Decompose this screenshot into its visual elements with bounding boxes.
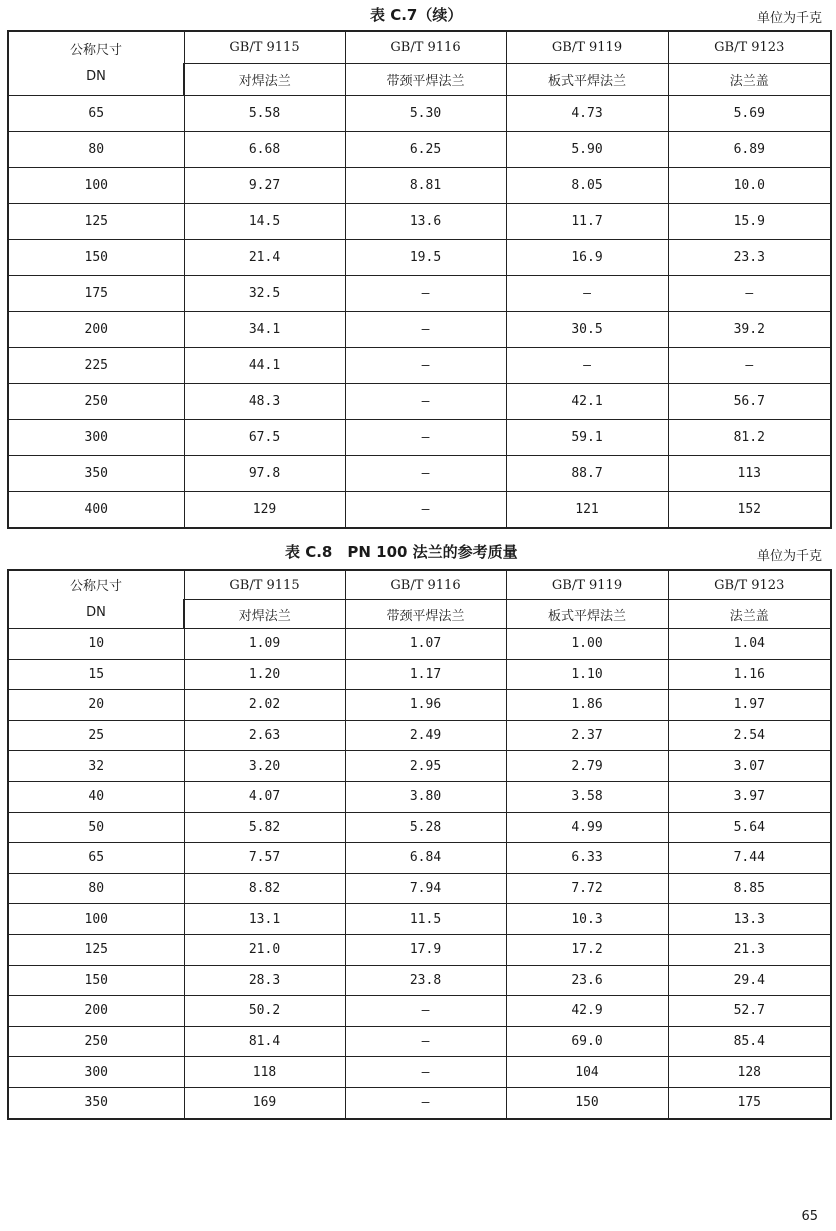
table-cell: 6.25: [345, 132, 506, 168]
table-cell: 350: [8, 1087, 184, 1118]
table-cell: 300: [8, 1057, 184, 1088]
table-row: [8, 492, 831, 529]
table-cell: 1.00: [506, 629, 668, 660]
table-cell: —: [345, 312, 506, 348]
table-cell: 81.4: [184, 1026, 345, 1057]
table-row: [8, 996, 831, 1027]
table-row: [8, 1026, 831, 1057]
header-flange-type: 带颈平焊法兰: [345, 64, 506, 96]
table-cell: 250: [8, 384, 184, 420]
table-cell: 28.3: [184, 965, 345, 996]
table-cell: —: [506, 276, 668, 312]
weights-table: [7, 30, 832, 529]
table-cell: 2.54: [668, 720, 831, 751]
table-cell: 121: [506, 492, 668, 529]
header-standard: GB/T 9119: [506, 570, 668, 600]
table-cell: 13.3: [668, 904, 831, 935]
header-flange-type: 对焊法兰: [184, 64, 345, 96]
header-standard: GB/T 9116: [345, 31, 506, 64]
table-cell: 67.5: [184, 420, 345, 456]
table-row: [8, 720, 831, 751]
table-cell: —: [668, 348, 831, 384]
header-flange-type: 法兰盖: [668, 600, 831, 629]
table-cell: 32.5: [184, 276, 345, 312]
table-cell: 13.6: [345, 204, 506, 240]
table-cell: 23.8: [345, 965, 506, 996]
table-cell: 104: [506, 1057, 668, 1088]
table-cell: 350: [8, 456, 184, 492]
table-cell: 113: [668, 456, 831, 492]
table-cell: 15.9: [668, 204, 831, 240]
header-standard: GB/T 9119: [506, 31, 668, 64]
table-cell: 4.99: [506, 812, 668, 843]
table-cell: 42.1: [506, 384, 668, 420]
table-cell: 6.33: [506, 843, 668, 874]
table-cell: 5.28: [345, 812, 506, 843]
table-cell: 21.3: [668, 934, 831, 965]
table-row: [8, 456, 831, 492]
table-cell: 5.69: [668, 96, 831, 132]
table-cell: 19.5: [345, 240, 506, 276]
table-cell: 100: [8, 904, 184, 935]
header-dn: DN: [86, 604, 106, 620]
table-cell: 3.58: [506, 781, 668, 812]
table-row: [8, 204, 831, 240]
table-cell: 21.4: [184, 240, 345, 276]
table-cell: 80: [8, 132, 184, 168]
table-cell: 17.2: [506, 934, 668, 965]
table-cell: 32: [8, 751, 184, 782]
unit-label: 单位为千克: [756, 11, 822, 26]
table-row: [8, 1087, 831, 1118]
table-row: [8, 348, 831, 384]
table-row: [8, 843, 831, 874]
table-cell: 3.80: [345, 781, 506, 812]
table-cell: 5.82: [184, 812, 345, 843]
table-cell: 20: [8, 690, 184, 721]
table-cell: 29.4: [668, 965, 831, 996]
table-cell: 1.16: [668, 659, 831, 690]
table-cell: 400: [8, 492, 184, 529]
table-cell: 200: [8, 996, 184, 1027]
table-cell: 23.6: [506, 965, 668, 996]
table-cell: —: [345, 420, 506, 456]
table-cell: 175: [668, 1087, 831, 1118]
table-cell: 1.86: [506, 690, 668, 721]
table-cell: 97.8: [184, 456, 345, 492]
table-cell: 14.5: [184, 204, 345, 240]
table-cell: —: [345, 1087, 506, 1118]
header-flange-type: 对焊法兰: [184, 600, 345, 629]
weights-table: [7, 569, 832, 1120]
table-cell: —: [345, 456, 506, 492]
table-cell: 5.64: [668, 812, 831, 843]
table-cell: —: [345, 1026, 506, 1057]
table-cell: 3.20: [184, 751, 345, 782]
table-cell: —: [345, 348, 506, 384]
header-size-label: 公称尺寸: [69, 42, 122, 58]
table-cell: 3.97: [668, 781, 831, 812]
table-cell: 81.2: [668, 420, 831, 456]
table-cell: 152: [668, 492, 831, 529]
table-cell: 50.2: [184, 996, 345, 1027]
table-cell: 1.96: [345, 690, 506, 721]
table-row: [8, 96, 831, 132]
table-cell: 21.0: [184, 934, 345, 965]
table-row: [8, 168, 831, 204]
table-row: [8, 629, 831, 660]
table-cell: 169: [184, 1087, 345, 1118]
table-cell: 1.07: [345, 629, 506, 660]
table-cell: —: [345, 996, 506, 1027]
table-row: [8, 132, 831, 168]
header-flange-type: 法兰盖: [668, 64, 831, 96]
table-cell: 150: [8, 240, 184, 276]
table-row: [8, 276, 831, 312]
table-cell: 1.09: [184, 629, 345, 660]
table-cell: 128: [668, 1057, 831, 1088]
header-standard: GB/T 9116: [345, 570, 506, 600]
header-flange-type: 带颈平焊法兰: [345, 600, 506, 629]
table-cell: 65: [8, 843, 184, 874]
header-dn: DN: [86, 68, 106, 84]
page-number: 65: [801, 1209, 818, 1224]
table-cell: —: [345, 1057, 506, 1088]
table-cell: 5.30: [345, 96, 506, 132]
table-row: [8, 659, 831, 690]
table-cell: 6.84: [345, 843, 506, 874]
header-flange-type: 板式平焊法兰: [506, 600, 668, 629]
header-flange-type: 板式平焊法兰: [506, 64, 668, 96]
table-cell: 2.37: [506, 720, 668, 751]
table-cell: 65: [8, 96, 184, 132]
table-row: [8, 384, 831, 420]
table-row: [8, 873, 831, 904]
table-cell: 85.4: [668, 1026, 831, 1057]
table-cell: —: [345, 492, 506, 529]
table-cell: 7.44: [668, 843, 831, 874]
table-cell: 5.90: [506, 132, 668, 168]
header-standard: GB/T 9123: [668, 570, 831, 600]
table-cell: —: [506, 348, 668, 384]
table-row: [8, 420, 831, 456]
table-cell: 7.57: [184, 843, 345, 874]
table-row: [8, 812, 831, 843]
table-cell: 2.02: [184, 690, 345, 721]
table-cell: 25: [8, 720, 184, 751]
table-cell: —: [668, 276, 831, 312]
table-cell: 8.82: [184, 873, 345, 904]
table-cell: 6.89: [668, 132, 831, 168]
table-cell: 8.05: [506, 168, 668, 204]
table-cell: 1.17: [345, 659, 506, 690]
table-cell: 40: [8, 781, 184, 812]
table-row: [8, 781, 831, 812]
table-cell: 7.72: [506, 873, 668, 904]
table-cell: 3.07: [668, 751, 831, 782]
table-cell: 59.1: [506, 420, 668, 456]
table-cell: 39.2: [668, 312, 831, 348]
table-cell: 15: [8, 659, 184, 690]
table-cell: 6.68: [184, 132, 345, 168]
header-standard: GB/T 9115: [184, 570, 345, 600]
table-cell: 17.9: [345, 934, 506, 965]
table-cell: 8.81: [345, 168, 506, 204]
table-cell: 9.27: [184, 168, 345, 204]
table-caption: 表 C.7（续）: [370, 6, 463, 24]
table-cell: 13.1: [184, 904, 345, 935]
table-cell: 125: [8, 204, 184, 240]
header-size-label: 公称尺寸: [69, 578, 122, 594]
header-size-dn: [8, 31, 184, 96]
table-row: [8, 965, 831, 996]
table-cell: 23.3: [668, 240, 831, 276]
table-cell: 4.07: [184, 781, 345, 812]
table-cell: 150: [8, 965, 184, 996]
table-cell: 52.7: [668, 996, 831, 1027]
table-cell: 34.1: [184, 312, 345, 348]
table-cell: 16.9: [506, 240, 668, 276]
table-cell: 1.97: [668, 690, 831, 721]
table-cell: 7.94: [345, 873, 506, 904]
table-row: [8, 904, 831, 935]
table-row: [8, 934, 831, 965]
table-cell: 1.20: [184, 659, 345, 690]
table-cell: 125: [8, 934, 184, 965]
table-cell: 10: [8, 629, 184, 660]
table-cell: 1.10: [506, 659, 668, 690]
table-row: [8, 312, 831, 348]
header-standard: GB/T 9115: [184, 31, 345, 64]
table-caption: 表 C.8 PN 100 法兰的参考质量: [285, 543, 518, 561]
table-cell: 48.3: [184, 384, 345, 420]
table-cell: 88.7: [506, 456, 668, 492]
table-cell: 42.9: [506, 996, 668, 1027]
header-size-dn: [8, 570, 184, 629]
table-cell: 5.58: [184, 96, 345, 132]
table-cell: 225: [8, 348, 184, 384]
table-cell: 1.04: [668, 629, 831, 660]
table-cell: 11.7: [506, 204, 668, 240]
header-standard: GB/T 9123: [668, 31, 831, 64]
table-cell: 11.5: [345, 904, 506, 935]
table-cell: 300: [8, 420, 184, 456]
table-cell: 2.79: [506, 751, 668, 782]
table-row: [8, 1057, 831, 1088]
table-cell: 250: [8, 1026, 184, 1057]
table-row: [8, 690, 831, 721]
table-cell: 30.5: [506, 312, 668, 348]
table-cell: —: [345, 276, 506, 312]
table-cell: 69.0: [506, 1026, 668, 1057]
table-cell: 56.7: [668, 384, 831, 420]
table-cell: 200: [8, 312, 184, 348]
table-cell: 175: [8, 276, 184, 312]
table-cell: 10.3: [506, 904, 668, 935]
table-cell: 2.49: [345, 720, 506, 751]
table-cell: 2.63: [184, 720, 345, 751]
table-cell: 150: [506, 1087, 668, 1118]
table-cell: 10.0: [668, 168, 831, 204]
unit-label: 单位为千克: [756, 549, 822, 564]
table-cell: 50: [8, 812, 184, 843]
table-row: [8, 751, 831, 782]
table-cell: 2.95: [345, 751, 506, 782]
table-cell: 44.1: [184, 348, 345, 384]
table-cell: 100: [8, 168, 184, 204]
table-cell: —: [345, 384, 506, 420]
table-cell: 129: [184, 492, 345, 529]
table-cell: 118: [184, 1057, 345, 1088]
table-cell: 80: [8, 873, 184, 904]
table-cell: 4.73: [506, 96, 668, 132]
table-row: [8, 240, 831, 276]
table-cell: 8.85: [668, 873, 831, 904]
